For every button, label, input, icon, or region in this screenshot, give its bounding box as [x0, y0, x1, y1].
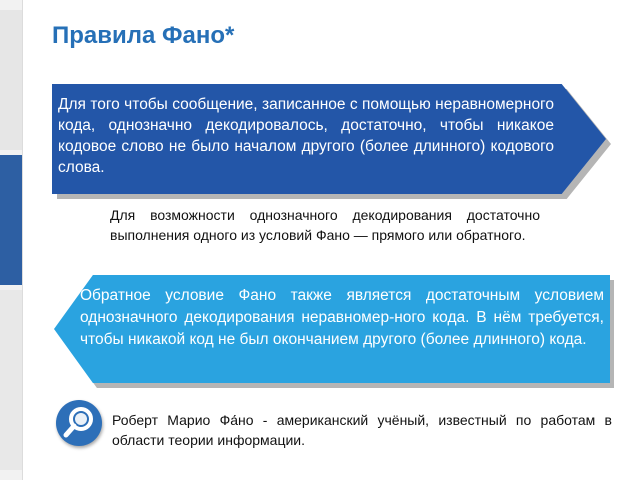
- fano-note-text: Для возможности однозначного декодирования достаточно выполнения одного из условий Фано — прямого или обратного.: [110, 207, 540, 243]
- left-decor-strip: [0, 0, 23, 480]
- strip-segment-bottom: [0, 290, 22, 470]
- reverse-condition-text: Обратное условие Фано также является достаточным условием однозначного декодирования неравномер-ного кода. В нём требуется, чтобы никакой код не был окончанием другого (более длинного) кода.: [80, 287, 604, 348]
- strip-segment-accent: [0, 155, 22, 285]
- reverse-condition-banner: [54, 275, 610, 383]
- definition-banner: [52, 84, 606, 194]
- footnote-text: Роберт Марио Фа́но - американский учёный, известный по работам в области теории информации.: [112, 412, 612, 448]
- definition-text: Для того чтобы сообщение, записанное с помощью неравномерного кода, однозначно декодировалось, достаточно, чтобы никакое кодовое слово не было началом другого (более длинного) кодового слова.: [58, 96, 554, 176]
- slide-title: Правила Фано*: [52, 22, 235, 49]
- strip-segment-top: [0, 10, 22, 150]
- search-icon: [56, 400, 102, 446]
- search-icon-svg: [56, 400, 102, 446]
